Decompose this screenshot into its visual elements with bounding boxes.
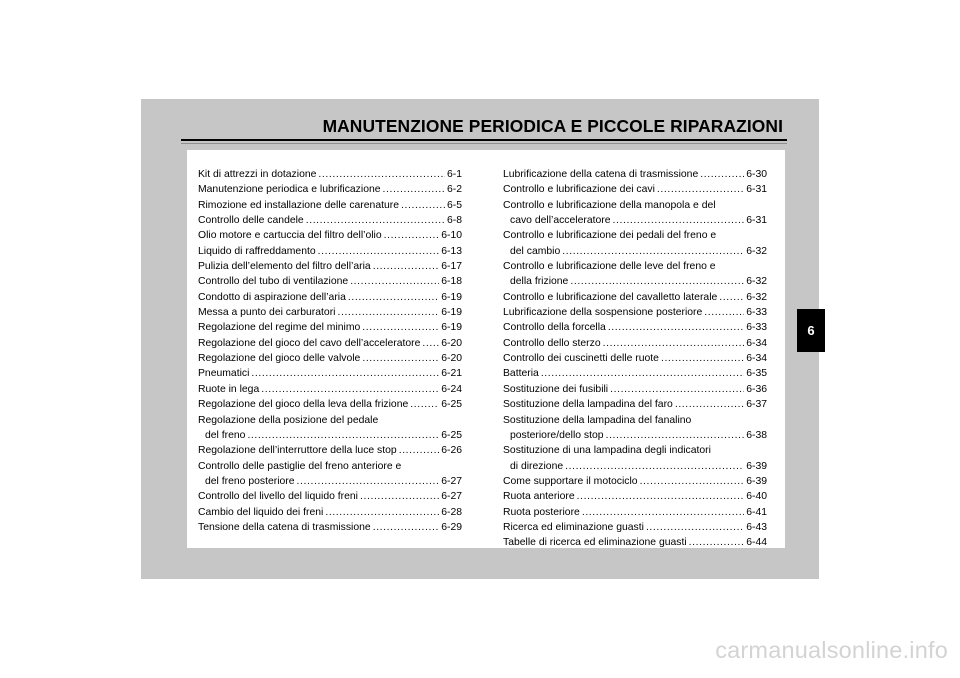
toc-entry — [503, 366, 767, 381]
toc-entry-page: 6-13 — [441, 245, 462, 257]
toc-entry-page: 6-27 — [441, 475, 462, 487]
toc-entry-title: Sostituzione della lampadina del fanalino — [503, 414, 692, 426]
chapter-tab: 6 — [797, 309, 825, 352]
toc-entry-title: Sostituzione della lampadina del faro — [503, 399, 673, 411]
toc-entry-page: 6-33 — [746, 307, 767, 319]
dot-leader — [422, 336, 439, 351]
toc-entry-title: Regolazione del gioco del cavo dell’acceleratore — [198, 337, 421, 349]
toc-entry — [198, 443, 462, 458]
toc-entry — [198, 336, 462, 351]
toc-entry-page: 6-19 — [441, 291, 462, 303]
toc-entry-title: Messa a punto dei carburatori — [198, 307, 336, 319]
toc-entry — [198, 274, 462, 289]
toc-entry — [198, 167, 462, 182]
dot-leader — [337, 305, 439, 320]
toc-entry-page: 6-36 — [746, 383, 767, 395]
toc-entry-page: 6-27 — [441, 491, 462, 503]
toc-entry-page: 6-38 — [746, 429, 767, 441]
toc-entry — [503, 535, 767, 550]
toc-entry-title: Ruota anteriore — [503, 491, 575, 503]
toc-entry-title: Controllo dello sterzo — [503, 337, 601, 349]
toc-entry-page: 6-35 — [746, 368, 767, 380]
toc-entry-page: 6-37 — [746, 399, 767, 411]
toc-entry — [198, 244, 462, 259]
toc-entry-title: Ruota posteriore — [503, 506, 580, 518]
toc-entry — [503, 182, 767, 197]
toc-entry-page: 6-5 — [446, 199, 462, 211]
title-underline-shadow — [181, 143, 787, 144]
dot-leader — [410, 397, 439, 412]
dot-leader — [297, 474, 440, 489]
toc-entry-title: Controllo e lubrificazione della manopola e del — [503, 199, 716, 211]
toc-entry-title: della frizione — [510, 276, 569, 288]
toc-entry-title: del freno — [205, 429, 246, 441]
toc-entry-page: 6-32 — [746, 291, 767, 303]
dot-leader — [362, 351, 439, 366]
toc-entry-page: 6-24 — [441, 383, 462, 395]
watermark: carmanualsonline.info — [715, 637, 948, 663]
toc-entry-title: Controllo delle candele — [198, 215, 304, 227]
dot-leader — [661, 351, 744, 366]
toc-entry-title: Controllo e lubrificazione del cavalletto laterale — [503, 291, 718, 303]
toc-panel — [187, 150, 785, 548]
toc-entry — [503, 382, 767, 397]
toc-entry-title: Controllo delle pastiglie del freno anteriore e — [198, 460, 402, 472]
toc-entry-page: 6-8 — [446, 215, 462, 227]
toc-entry-title: cavo dell’acceleratore — [510, 215, 611, 227]
toc-entry — [503, 290, 767, 305]
toc-entry — [503, 443, 767, 474]
toc-entry — [198, 305, 462, 320]
toc-entry-page: 6-20 — [441, 337, 462, 349]
toc-entry-title: Olio motore e cartuccia del filtro dell’olio — [198, 230, 382, 242]
toc-entry-page: 6-18 — [441, 276, 462, 288]
toc-entry — [503, 351, 767, 366]
toc-entry — [198, 290, 462, 305]
dot-leader — [570, 274, 744, 289]
toc-entry-page: 6-25 — [441, 399, 462, 411]
toc-entry — [503, 474, 767, 489]
toc-entry-title: posteriore/dello stop — [510, 429, 604, 441]
toc-entry-title: Regolazione del regime del minimo — [198, 322, 361, 334]
toc-entry-page: 6-20 — [441, 353, 462, 365]
dot-leader — [603, 336, 745, 351]
toc-entry — [198, 382, 462, 397]
dot-leader — [610, 382, 744, 397]
toc-entry-title: del freno posteriore — [205, 475, 295, 487]
toc-entry-title: Controllo del livello del liquido freni — [198, 491, 358, 503]
toc-entry-title: Tensione della catena di trasmissione — [198, 521, 371, 533]
toc-entry-title: Cambio del liquido dei freni — [198, 506, 324, 518]
dot-leader — [373, 520, 440, 535]
toc-entry-page: 6-30 — [746, 169, 767, 180]
toc-entry — [503, 505, 767, 520]
toc-entry-title: Condotto di aspirazione dell’aria — [198, 291, 346, 303]
toc-entry-title: Controllo e lubrificazione dei pedali del freno e — [503, 230, 717, 242]
dot-leader — [261, 382, 439, 397]
toc-entry — [503, 228, 767, 259]
toc-entry — [198, 228, 462, 243]
toc-entry-page: 6-29 — [441, 521, 462, 533]
toc-entry-page: 6-1 — [446, 169, 462, 180]
toc-entry-title: di direzione — [510, 460, 564, 472]
dot-leader — [362, 320, 439, 335]
toc-entry — [198, 213, 462, 228]
toc-entry-title: Controllo dei cuscinetti delle ruote — [503, 353, 659, 365]
toc-right-column — [503, 167, 767, 551]
toc-entry-title: Batteria — [503, 368, 539, 380]
toc-entry-title: Kit di attrezzi in dotazione — [198, 169, 317, 180]
toc-entry — [503, 305, 767, 320]
toc-entry-page: 6-34 — [746, 353, 767, 365]
dot-leader — [657, 182, 744, 197]
toc-entry-title: Tabelle di ricerca ed eliminazione guasti — [503, 537, 687, 549]
toc-entry — [198, 489, 462, 504]
toc-entry-page: 6-26 — [441, 445, 462, 457]
toc-entry — [503, 167, 767, 182]
toc-entry — [198, 505, 462, 520]
toc-entry — [198, 320, 462, 335]
toc-entry — [503, 413, 767, 444]
toc-entry-title: Come supportare il motociclo — [503, 475, 638, 487]
dot-leader — [613, 213, 745, 228]
toc-entry-title: Controllo del tubo di ventilazione — [198, 276, 349, 288]
toc-entry — [198, 366, 462, 381]
toc-entry-page: 6-33 — [746, 322, 767, 334]
toc-entry-page: 6-44 — [746, 537, 767, 549]
toc-entry-title: Controllo e lubrificazione delle leve del freno e — [503, 261, 716, 273]
toc-entry — [503, 336, 767, 351]
dot-leader — [306, 213, 445, 228]
toc-entry — [503, 320, 767, 335]
dot-leader — [350, 274, 439, 289]
dot-leader — [704, 305, 744, 320]
dot-leader — [251, 366, 439, 381]
toc-entry-page: 6-41 — [746, 506, 767, 518]
toc-entry — [198, 520, 462, 535]
dot-leader — [646, 520, 744, 535]
dot-leader — [606, 428, 745, 443]
dot-leader — [700, 167, 744, 182]
toc-entry-page: 6-39 — [746, 475, 767, 487]
dot-leader — [608, 320, 744, 335]
dot-leader — [565, 459, 744, 474]
dot-leader — [689, 535, 745, 550]
dot-leader — [582, 505, 744, 520]
toc-entry — [198, 397, 462, 412]
dot-leader — [541, 366, 744, 381]
toc-entry — [198, 259, 462, 274]
toc-entry-page: 6-19 — [441, 307, 462, 319]
dot-leader — [399, 443, 440, 458]
toc-entry — [503, 489, 767, 504]
toc-entry-page: 6-2 — [446, 184, 462, 196]
dot-leader — [577, 489, 745, 504]
toc-entry-title: Regolazione del gioco delle valvole — [198, 353, 361, 365]
toc-entry-title: Lubrificazione della sospensione posteriore — [503, 307, 703, 319]
page-title: MANUTENZIONE PERIODICA E PICCOLE RIPARAZIONI — [322, 116, 783, 136]
toc-entry-page: 6-17 — [441, 261, 462, 273]
dot-leader — [318, 167, 445, 182]
toc-entry-page: 6-40 — [746, 491, 767, 503]
toc-entry-page: 6-43 — [746, 521, 767, 533]
toc-entry — [198, 182, 462, 197]
toc-entry-title: Rimozione ed installazione delle carenature — [198, 199, 400, 211]
toc-entry-page: 6-31 — [746, 215, 767, 227]
toc-entry-page: 6-19 — [441, 322, 462, 334]
toc-entry — [198, 351, 462, 366]
toc-entry-title: Ricerca ed eliminazione guasti — [503, 521, 644, 533]
toc-entry — [198, 459, 462, 490]
toc-entry — [503, 520, 767, 535]
toc-entry-title: Regolazione della posizione del pedale — [198, 414, 379, 426]
toc-entry-title: Manutenzione periodica e lubrificazione — [198, 184, 381, 196]
toc-entry — [198, 413, 462, 444]
toc-entry-title: del cambio — [510, 245, 561, 257]
toc-entry-title: Pulizia dell’elemento del filtro dell’aria — [198, 261, 371, 273]
dot-leader — [318, 244, 440, 259]
toc-entry-title: Lubrificazione della catena di trasmissione — [503, 169, 699, 180]
manual-page — [141, 99, 819, 579]
dot-leader — [247, 428, 439, 443]
toc-entry-title: Ruote in lega — [198, 383, 260, 395]
toc-entry-page: 6-25 — [441, 429, 462, 441]
toc-entry — [198, 198, 462, 213]
dot-leader — [719, 290, 744, 305]
toc-entry-title: Pneumatici — [198, 368, 250, 380]
toc-left-column — [198, 167, 462, 535]
toc-entry — [503, 198, 767, 229]
toc-entry-title: Sostituzione di una lampadina degli indicatori — [503, 445, 711, 457]
dot-leader — [373, 259, 440, 274]
dot-leader — [348, 290, 439, 305]
dot-leader — [675, 397, 744, 412]
dot-leader — [562, 244, 744, 259]
toc-entry-page: 6-28 — [441, 506, 462, 518]
toc-entry-title: Sostituzione dei fusibili — [503, 383, 609, 395]
toc-entry — [503, 259, 767, 290]
toc-entry-title: Regolazione del gioco della leva della frizione — [198, 399, 409, 411]
toc-entry-page: 6-32 — [746, 276, 767, 288]
toc-entry-page: 6-31 — [746, 184, 767, 196]
dot-leader — [640, 474, 745, 489]
dot-leader — [384, 228, 440, 243]
toc-entry-page: 6-32 — [746, 245, 767, 257]
toc-entry — [503, 397, 767, 412]
dot-leader — [383, 182, 445, 197]
toc-entry-page: 6-39 — [746, 460, 767, 472]
toc-entry-page: 6-10 — [441, 230, 462, 242]
title-underline — [181, 139, 787, 141]
toc-entry-page: 6-21 — [441, 368, 462, 380]
dot-leader — [360, 489, 439, 504]
toc-entry-title: Controllo della forcella — [503, 322, 606, 334]
dot-leader — [401, 198, 445, 213]
dot-leader — [325, 505, 439, 520]
toc-entry-title: Controllo e lubrificazione dei cavi — [503, 184, 655, 196]
toc-entry-title: Liquido di raffreddamento — [198, 245, 316, 257]
toc-entry-page: 6-34 — [746, 337, 767, 349]
toc-entry-title: Regolazione dell’interruttore della luce stop — [198, 445, 397, 457]
